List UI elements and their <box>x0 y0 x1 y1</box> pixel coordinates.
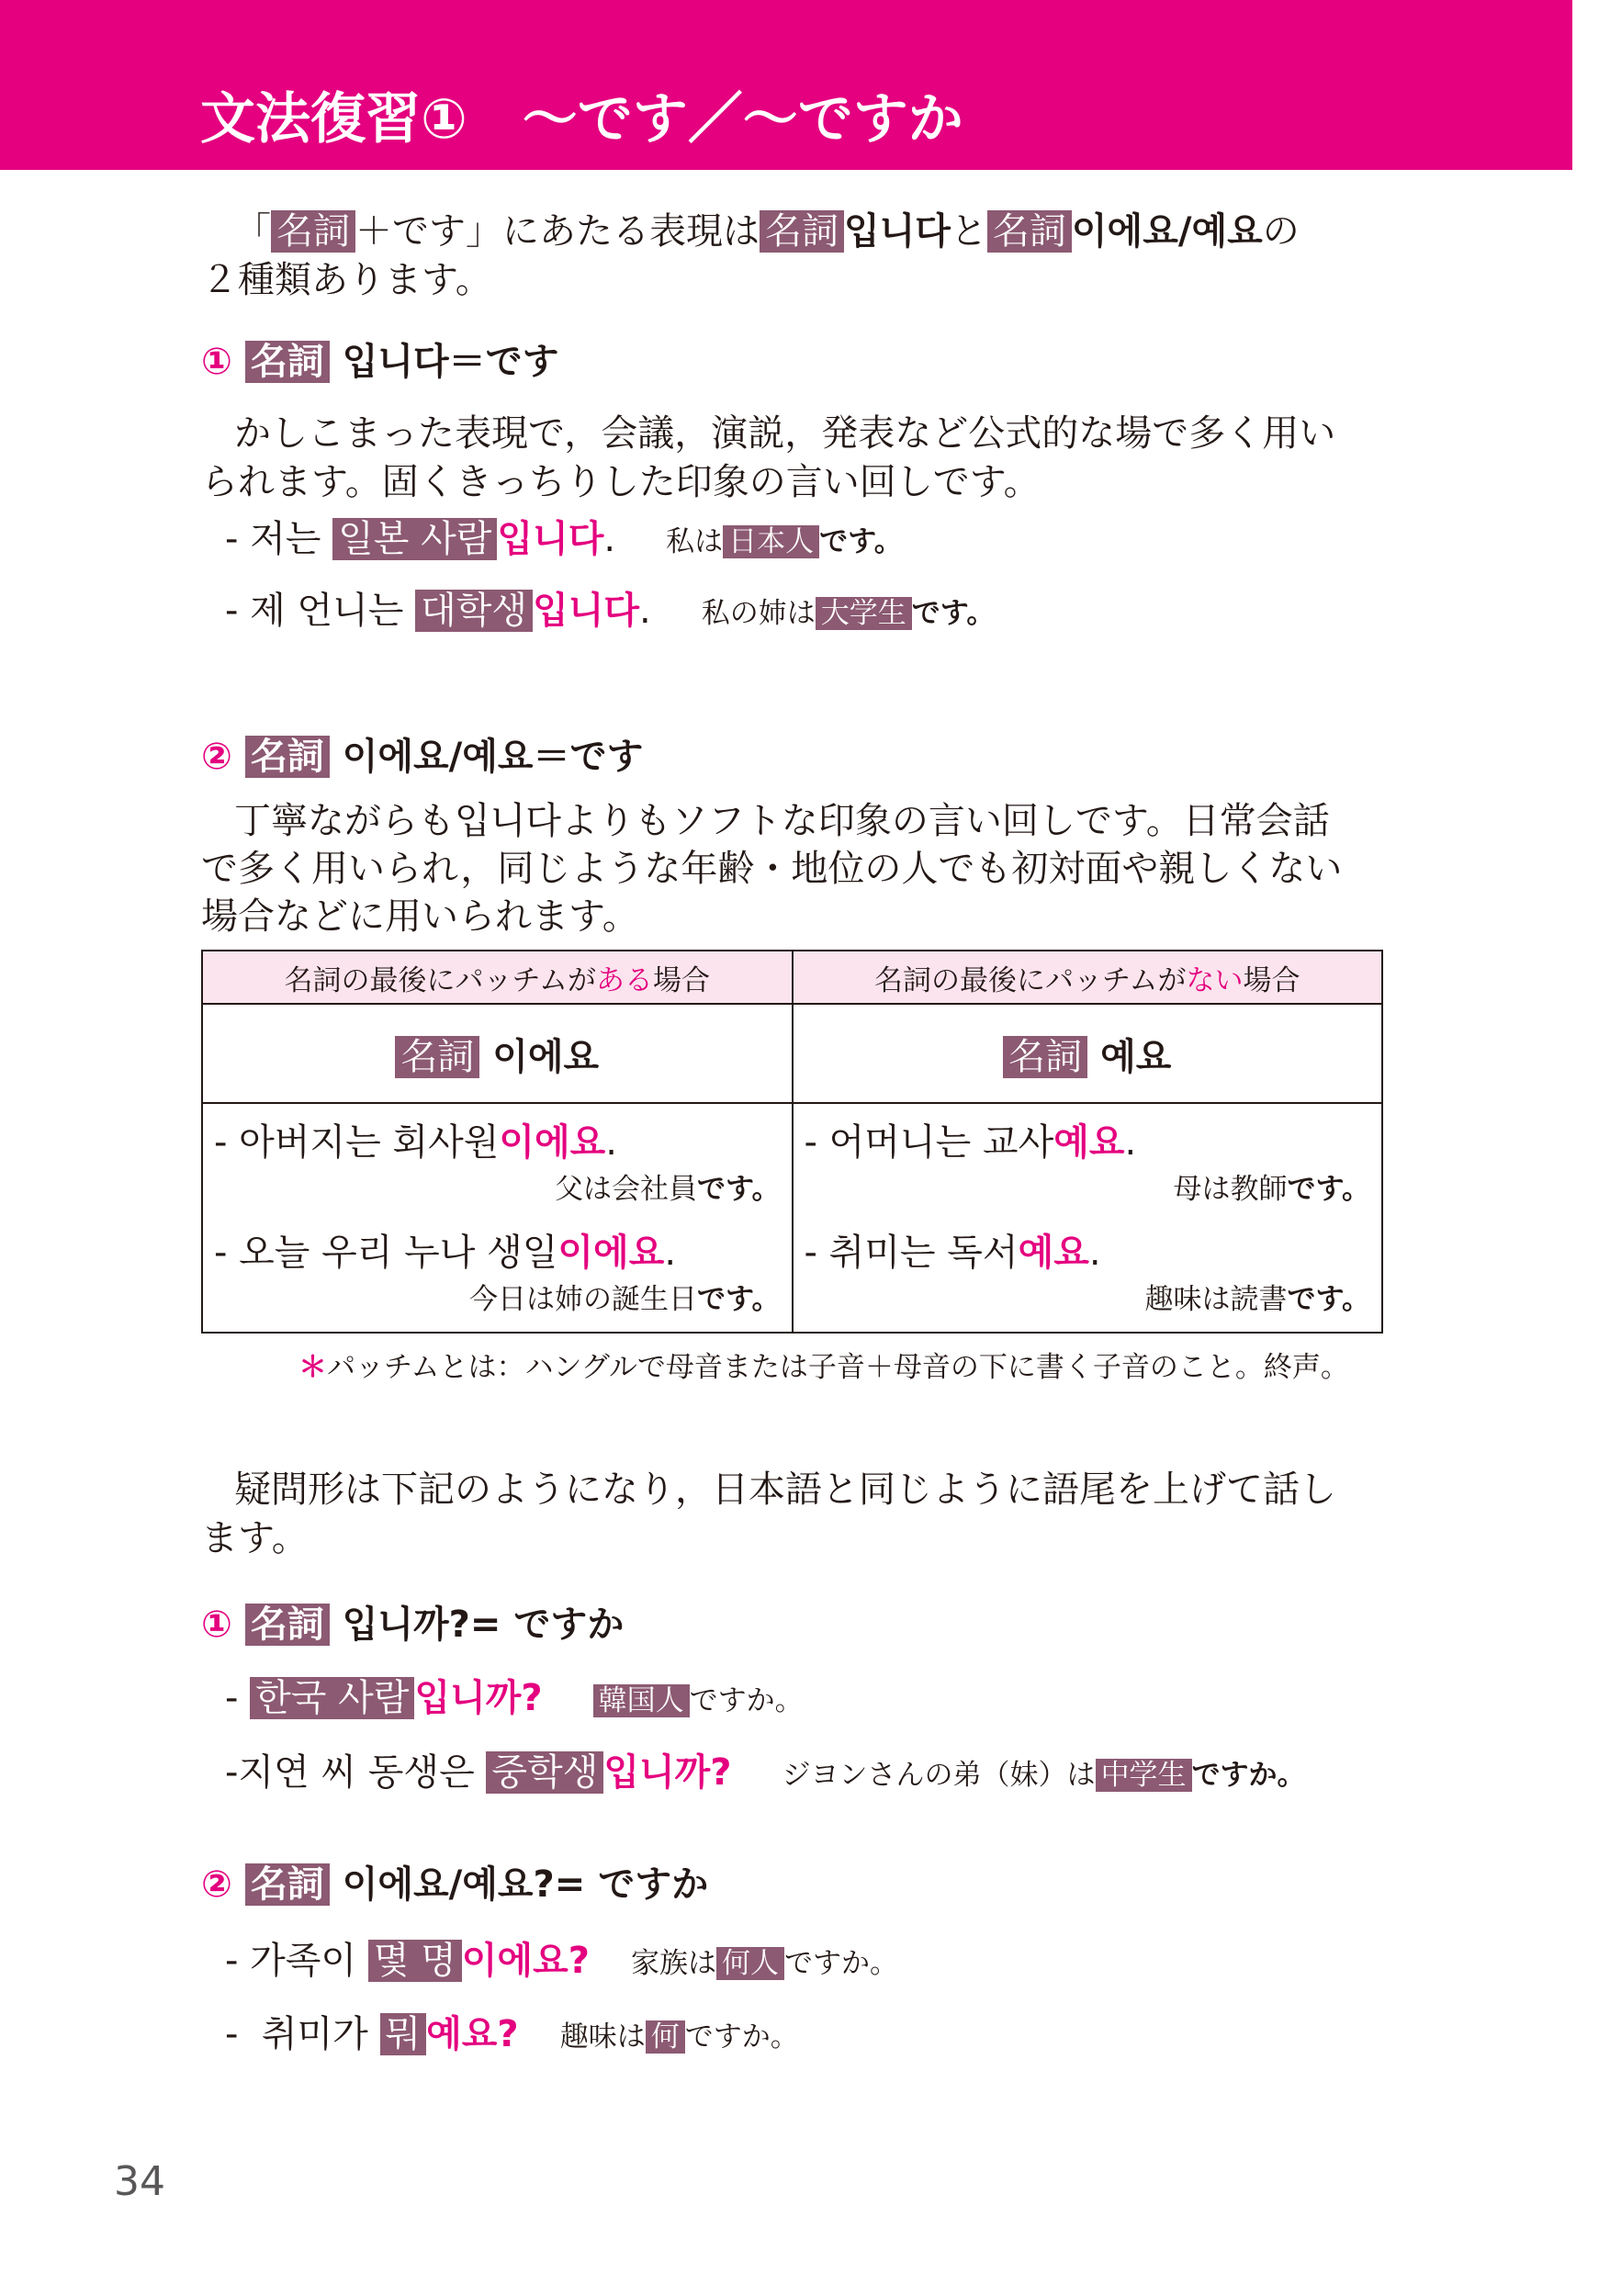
table-translation <box>794 1165 1382 1207</box>
heading-text: 이에요/예요?= ですか <box>342 1863 709 1906</box>
translation-ending: ですか。 <box>1191 1759 1306 1792</box>
translation: 私の姉は <box>701 597 816 630</box>
formula-ending: 이에요 <box>492 1035 600 1078</box>
ending-highlight: 입니다 <box>497 518 604 560</box>
noun-highlight: 몇 명 <box>368 1940 462 1982</box>
ending-highlight: 이에요 <box>557 1232 665 1274</box>
header-text: 名詞の最後にパッチムが <box>284 963 596 997</box>
noun-tag: 名詞 <box>245 341 330 383</box>
table-example <box>794 1223 1382 1276</box>
section-1-heading <box>201 332 559 385</box>
question-body-1: 疑問形は下記のようになり，日本語と同じように語尾を上げて話し <box>234 1469 1336 1511</box>
example-korean: - 어머니는 교사 <box>804 1121 1054 1164</box>
example-korean: - 오늘 우리 누나 생일 <box>214 1232 558 1274</box>
ending-highlight: 입니다 <box>533 590 639 632</box>
korean-ending: 입니다 <box>844 210 951 253</box>
example-korean: - 저는 <box>225 518 333 560</box>
punctuation: . <box>664 1232 677 1274</box>
example-row <box>225 1743 1306 1795</box>
translation-ending: です。 <box>911 597 996 630</box>
noun-tag: 名詞 <box>760 210 844 253</box>
table-example <box>203 1113 792 1165</box>
translation: 父は会社員 <box>554 1173 697 1206</box>
ending-highlight: 예요? <box>426 2013 519 2055</box>
heading-text: 이에요/예요＝です <box>342 736 644 778</box>
header-text: 名詞の最後にパッチムが <box>874 963 1187 997</box>
page-number: 34 <box>114 2158 165 2205</box>
translation-ending: です。 <box>1287 1173 1370 1206</box>
example-cell <box>202 1103 793 1333</box>
section-2-body-1: 丁寧ながらも입니다よりもソフトな印象の言い回しです。日常会話 <box>234 800 1330 842</box>
header-text: 場合 <box>1243 963 1300 997</box>
formula-ending: 예요 <box>1100 1035 1172 1078</box>
punctuation: . <box>605 1121 617 1164</box>
noun-highlight: 뭐 <box>380 2013 427 2055</box>
intro-text: と <box>950 210 987 253</box>
translation-ending: ですか。 <box>684 2020 799 2054</box>
punctuation: . <box>1088 1232 1101 1274</box>
table-translation <box>203 1165 792 1207</box>
table-example <box>794 1113 1382 1165</box>
table-translation <box>794 1276 1382 1317</box>
translation-noun: 日本人 <box>723 525 819 558</box>
asterisk-icon: ＊ <box>298 1351 327 1384</box>
translation: 私は <box>666 525 724 558</box>
translation-ending: ですか。 <box>689 1684 804 1717</box>
example-row <box>225 581 995 634</box>
example-row <box>225 1669 804 1721</box>
ending-highlight: 예요 <box>1018 1232 1089 1274</box>
section-2-heading <box>201 727 644 780</box>
heading-text: 입니까?= ですか <box>342 1604 625 1646</box>
example-korean: - 가족이 <box>225 1940 368 1982</box>
formula-cell <box>793 1004 1383 1103</box>
noun-highlight: 일본 사람 <box>332 518 497 560</box>
noun-tag: 名詞 <box>271 210 355 253</box>
example-korean: -지연 씨 동생은 <box>225 1751 487 1794</box>
translation-ending: です。 <box>819 525 903 558</box>
noun-tag: 名詞 <box>395 1036 479 1078</box>
note-text: パッチムとは：ハングルで母音または子音＋母音の下に書く子音のこと。終声。 <box>327 1351 1349 1384</box>
example-korean: - 취미는 독서 <box>804 1232 1019 1274</box>
noun-highlight: 중학생 <box>486 1751 603 1794</box>
translation: ジヨンさんの弟（妹）は <box>782 1759 1096 1792</box>
translation: 趣味は <box>559 2020 646 2054</box>
table-translation <box>203 1276 792 1317</box>
translation-noun: 中学生 <box>1096 1759 1192 1792</box>
example-korean: - <box>225 1677 251 1719</box>
translation-noun: 韓国人 <box>593 1684 690 1717</box>
noun-tag: 名詞 <box>1003 1036 1087 1078</box>
intro-line-2: ２種類あります。 <box>201 259 492 301</box>
noun-highlight: 한국 사람 <box>250 1677 414 1719</box>
number-marker: ① <box>201 341 232 383</box>
ending-highlight: 이에요 <box>499 1121 606 1164</box>
formula-cell <box>202 1004 793 1103</box>
section-2-body-3: 場合などに用いられます。 <box>201 895 639 938</box>
ending-highlight: 이에요? <box>461 1940 590 1982</box>
translation-ending: ですか。 <box>784 1947 899 1980</box>
translation: 母は教師 <box>1173 1173 1288 1206</box>
translation-noun: 何人 <box>716 1947 784 1980</box>
translation-noun: 何 <box>646 2020 685 2054</box>
punctuation: . <box>1124 1121 1137 1164</box>
section-1-body-2: られます。固くきっちりした印象の言い回しです。 <box>201 461 1041 503</box>
translation-ending: です。 <box>696 1173 781 1206</box>
noun-highlight: 대학생 <box>415 590 533 632</box>
table-header-with-patchim <box>202 951 793 1004</box>
ending-highlight: 입니까? <box>414 1677 543 1719</box>
example-row <box>225 1931 898 1984</box>
translation: 今日は姉の誕生日 <box>468 1283 697 1316</box>
translation: 家族は <box>631 1947 717 1980</box>
ending-highlight: 예요 <box>1053 1121 1125 1164</box>
question-body-2: ます。 <box>201 1517 309 1559</box>
header-key: ない <box>1186 963 1244 997</box>
noun-tag: 名詞 <box>245 736 330 778</box>
example-row <box>225 2005 799 2057</box>
example-korean: - 제 언니는 <box>225 590 416 632</box>
table-header-without-patchim <box>793 951 1383 1004</box>
example-cell <box>793 1103 1383 1333</box>
korean-ending: 이에요/예요 <box>1071 210 1263 253</box>
punctuation: . <box>603 518 616 560</box>
intro-line-1 <box>234 202 1300 254</box>
example-korean: - 취미가 <box>225 2013 380 2055</box>
table-example <box>203 1223 792 1276</box>
noun-tag: 名詞 <box>245 1863 330 1906</box>
heading-text: 입니다＝です <box>342 341 559 383</box>
translation-ending: です。 <box>1287 1283 1370 1316</box>
translation-noun: 大学生 <box>816 597 912 630</box>
header-key: ある <box>595 963 653 997</box>
section-1-body-1: かしこまった表現で，会議，演説，発表など公式的な場で多く用い <box>234 412 1336 455</box>
title-banner <box>0 0 1572 170</box>
example-row <box>225 510 903 562</box>
number-marker: ① <box>201 1604 232 1646</box>
number-marker: ② <box>201 1863 232 1906</box>
intro-text: ＋です」にあたる表現は <box>355 210 760 253</box>
punctuation: . <box>638 590 651 632</box>
translation-ending: です。 <box>696 1283 781 1316</box>
noun-tag: 名詞 <box>987 210 1072 253</box>
translation: 趣味は読書 <box>1144 1283 1288 1316</box>
header-text: 場合 <box>652 963 710 997</box>
noun-tag: 名詞 <box>245 1604 330 1646</box>
ending-highlight: 입니까? <box>603 1751 732 1794</box>
question-2-heading <box>201 1855 708 1908</box>
page-title: 文法復習① ～です／～ですか <box>200 87 963 152</box>
patchim-note <box>298 1344 1349 1385</box>
section-2-body-2: で多く用いられ，同じような年齢・地位の人でも初対面や親しくない <box>201 848 1343 890</box>
intro-text: の <box>1262 210 1300 253</box>
example-korean: - 아버지는 회사원 <box>214 1121 500 1164</box>
question-1-heading <box>201 1595 624 1648</box>
number-marker: ② <box>201 736 232 778</box>
intro-text: 「 <box>234 210 271 253</box>
patchim-table <box>201 950 1383 1334</box>
